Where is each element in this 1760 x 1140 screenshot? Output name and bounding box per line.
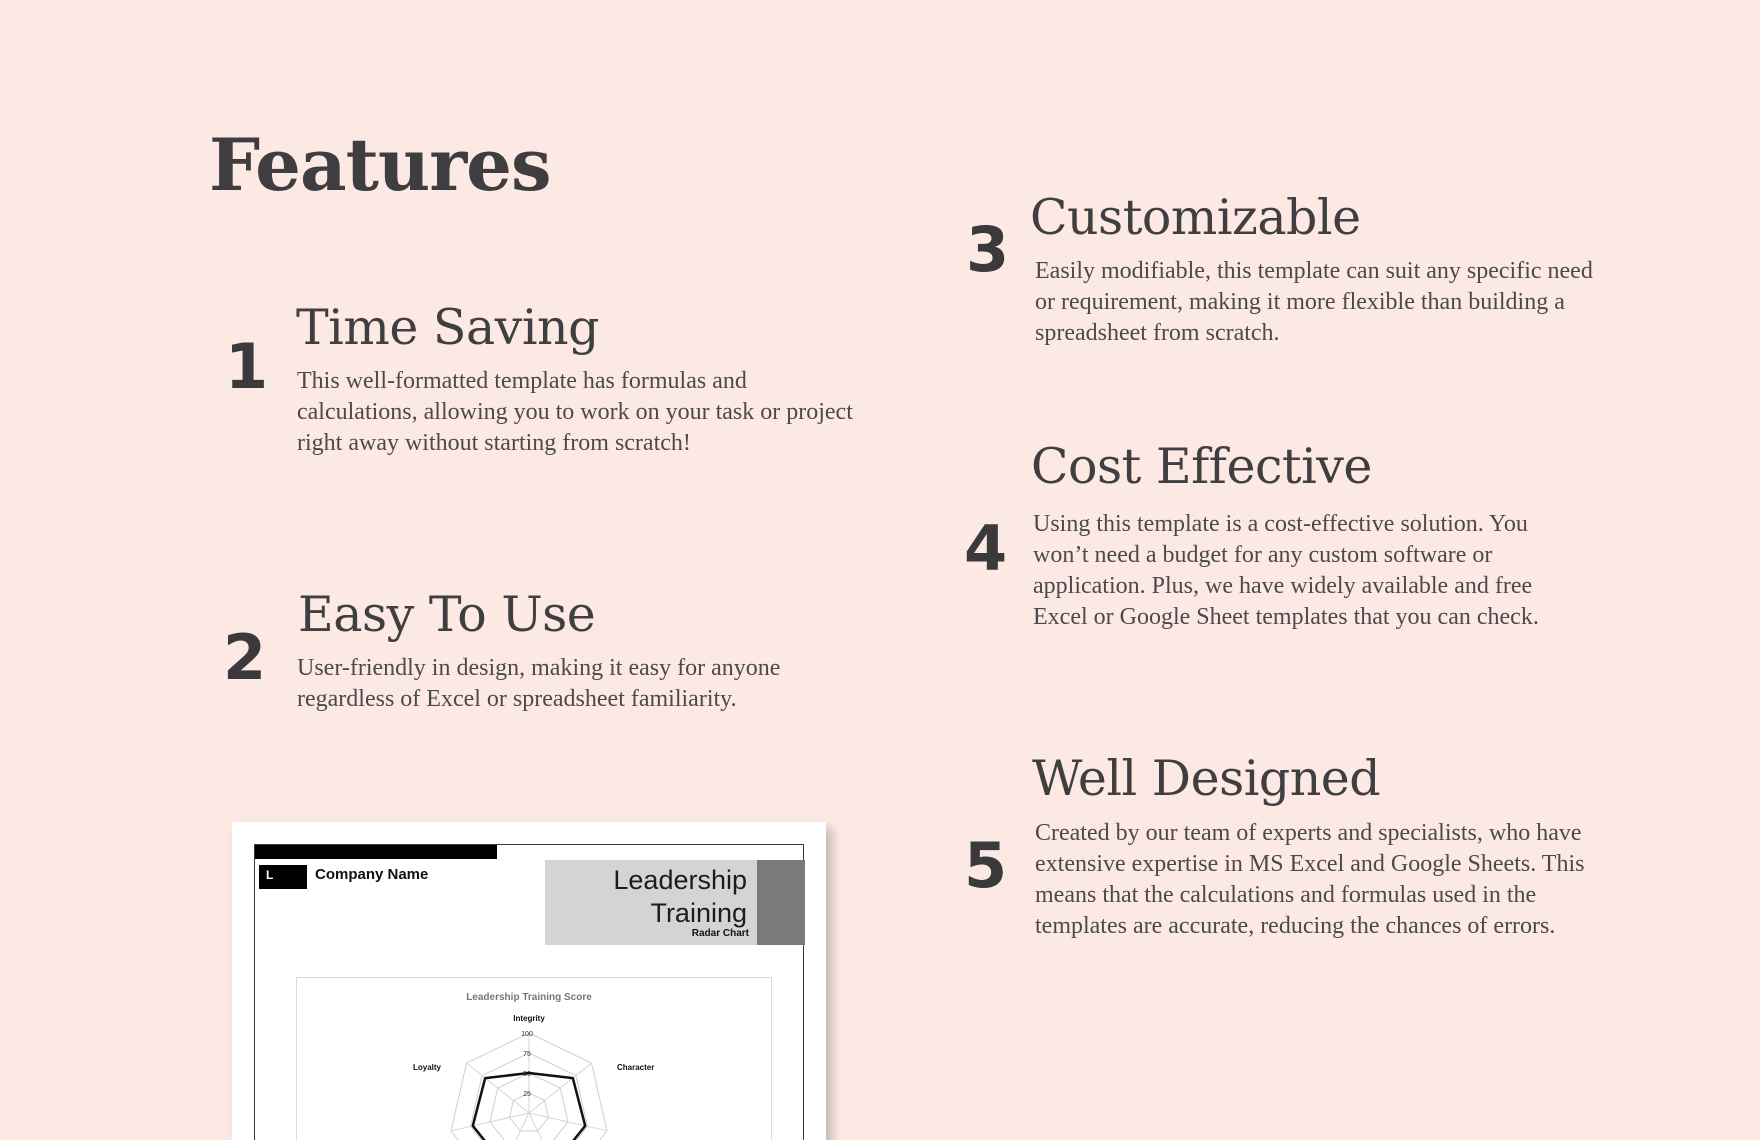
- feature-description: Easily modifiable, this template can suit any specific need or requirement, making it more flexible than building a spreadsheet from scratch.: [1035, 258, 1593, 346]
- feature-number: 5: [964, 829, 1008, 902]
- sheet-title-line2: Training: [650, 898, 747, 928]
- feature-heading: Easy To Use: [298, 586, 596, 643]
- axis-label-integrity: Integrity: [513, 1014, 545, 1023]
- chart-title: Leadership Training Score: [466, 992, 592, 1003]
- radar-chart-frame: [296, 977, 772, 1140]
- grid-spoke: [529, 1063, 592, 1113]
- feature-heading: Cost Effective: [1031, 438, 1372, 495]
- sheet-title-line1: Leadership: [613, 865, 747, 895]
- grid-spoke: [451, 1113, 529, 1131]
- sheet-title: [613, 864, 747, 930]
- grid-spoke: [467, 1063, 530, 1113]
- feature-number: 3: [966, 213, 1010, 286]
- sheet-title-box: [545, 860, 757, 945]
- title-accent-bar: [757, 860, 805, 945]
- tick-label: 25: [523, 1091, 531, 1098]
- feature-number: 2: [223, 621, 267, 694]
- company-logo: L: [259, 865, 307, 889]
- spreadsheet-preview: [254, 844, 804, 1140]
- company-name: Company Name: [315, 866, 429, 883]
- feature-description: Using this template is a cost-effective solution. You won’t need a budget for any custom software or application. Plus, we have widely available and free Excel or Google Sheet templates that you can check.: [1033, 511, 1539, 630]
- sheet-subtitle: Radar Chart: [691, 928, 749, 939]
- axis-label-character: Character: [617, 1063, 655, 1072]
- feature-number: 1: [225, 330, 269, 403]
- tick-label: 50: [523, 1071, 531, 1078]
- header-bar: [255, 845, 497, 859]
- grid-spoke: [529, 1113, 607, 1131]
- feature-heading: Customizable: [1030, 189, 1361, 246]
- tick-label: 100: [521, 1031, 533, 1038]
- tick-label: 75: [523, 1051, 531, 1058]
- feature-description: Created by our team of experts and specialists, who have extensive expertise in MS Excel and Google Sheets. This means that the calculations and formulas used in the templates are accurate, reducing the chances of errors.: [1035, 820, 1585, 939]
- feature-description: This well-formatted template has formulas and calculations, allowing you to work on your task or project right away without starting from scratch!: [297, 368, 853, 456]
- feature-heading: Well Designed: [1032, 750, 1381, 807]
- feature-number: 4: [964, 512, 1008, 585]
- template-preview-card: [232, 822, 826, 1140]
- axis-label-loyalty: Loyalty: [412, 1063, 441, 1072]
- radar-chart: [297, 978, 773, 1140]
- feature-heading: Time Saving: [296, 299, 599, 356]
- feature-description: User-friendly in design, making it easy for anyone regardless of Excel or spreadsheet familiarity.: [297, 655, 781, 712]
- page-title: Features: [209, 122, 551, 207]
